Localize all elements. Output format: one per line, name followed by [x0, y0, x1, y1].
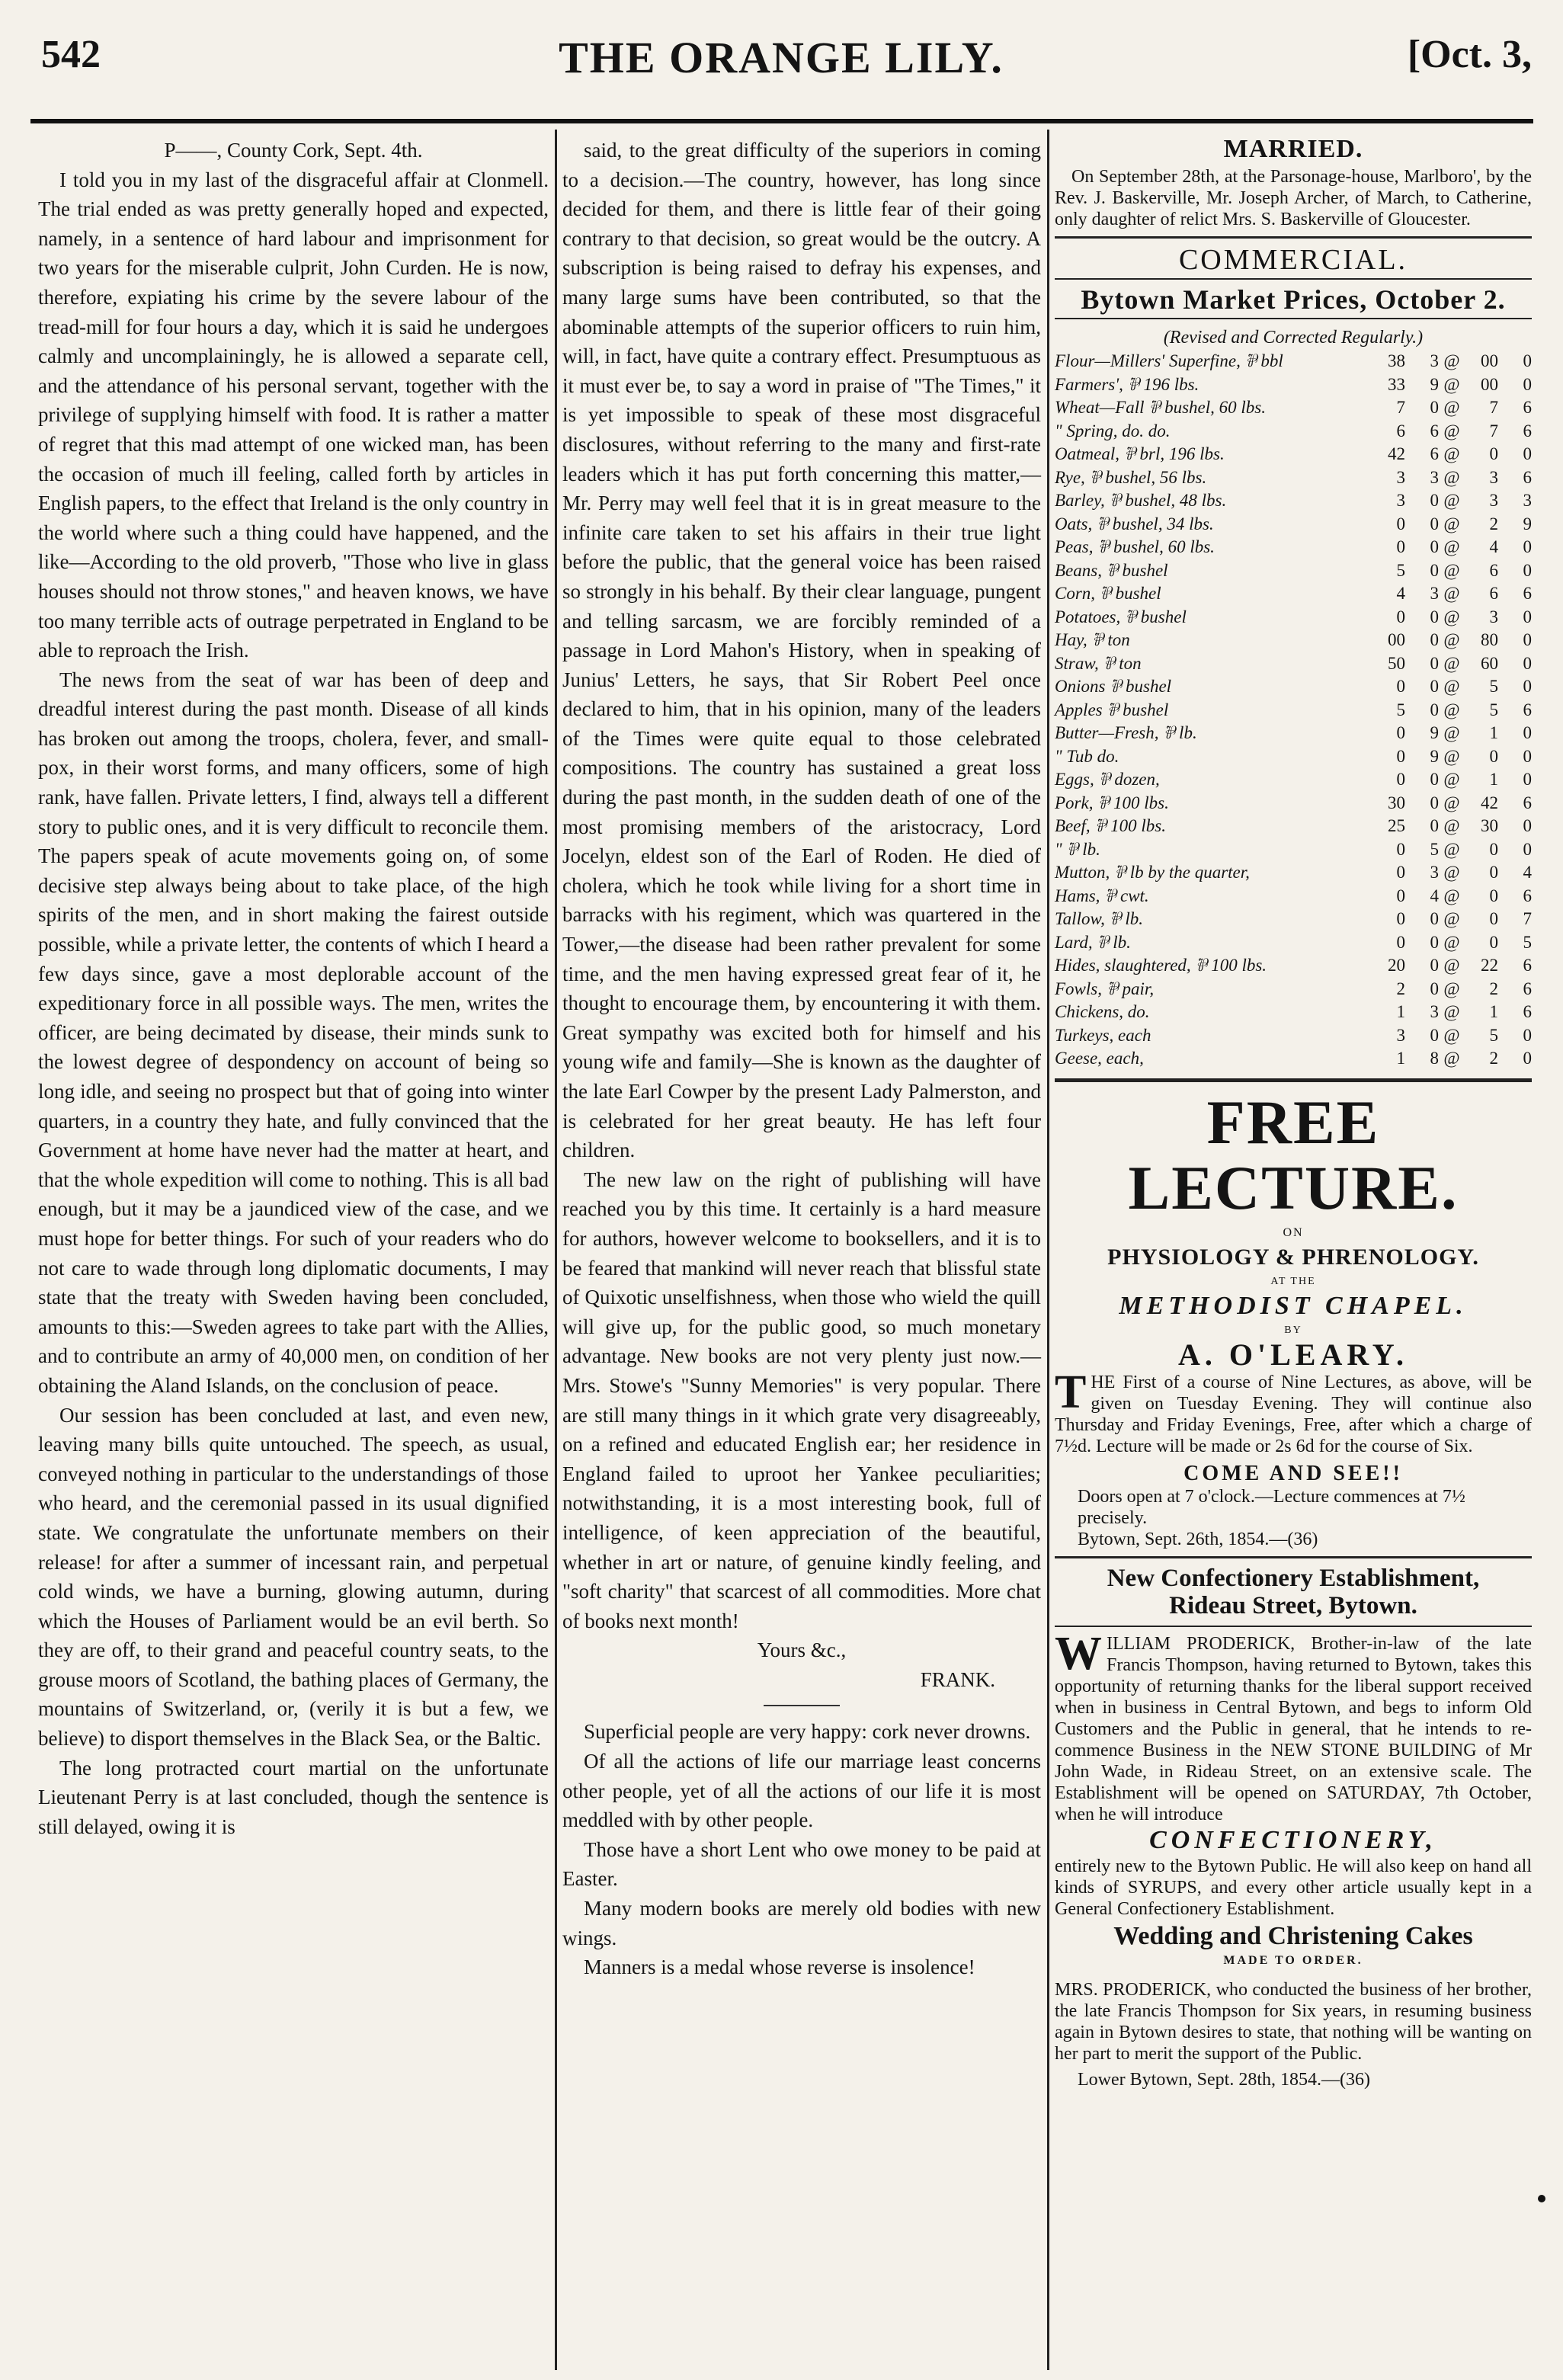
price-high-shillings: 60 [1481, 653, 1498, 673]
lecture-text [1055, 1366, 1532, 1457]
price-low-shillings: 38 [1388, 351, 1405, 370]
price-low-shillings: 0 [1396, 886, 1405, 905]
price-low-pence: 0 [1430, 677, 1439, 696]
market-item: Corn, ⅌ bushel [1055, 584, 1161, 603]
price-high-pence: 7 [1523, 909, 1532, 928]
market-row [1055, 768, 1532, 792]
price-high-shillings: 0 [1489, 444, 1498, 463]
price-low-shillings: 50 [1388, 653, 1405, 673]
price-low-shillings: 0 [1396, 677, 1405, 696]
price-high-pence: 6 [1523, 584, 1532, 603]
masthead-title: THE ORANGE LILY. [559, 33, 1004, 82]
at-sign: @ [1443, 932, 1460, 952]
at-sign: @ [1443, 537, 1460, 556]
at-sign: @ [1443, 467, 1460, 487]
price-high-pence: 0 [1523, 560, 1532, 580]
notices-column [1055, 136, 1532, 2092]
market-item: " ⅌ lb. [1055, 839, 1100, 859]
price-low-pence: 0 [1430, 630, 1439, 649]
price-high-shillings: 0 [1489, 839, 1498, 859]
price-low-pence: 0 [1430, 979, 1439, 998]
price-high-pence: 0 [1523, 746, 1532, 766]
market-item: Mutton, ⅌ lb by the quarter, [1055, 863, 1250, 882]
price-high-pence: 6 [1523, 956, 1532, 975]
market-prices-table [1055, 350, 1532, 1071]
price-low-shillings: 33 [1388, 374, 1405, 394]
price-high-shillings: 0 [1489, 909, 1498, 928]
price-low-pence: 0 [1430, 607, 1439, 626]
market-row [1055, 838, 1532, 862]
price-high-pence: 6 [1523, 700, 1532, 719]
price-high-pence: 3 [1523, 491, 1532, 510]
confectionery-signoff: Lower Bytown, Sept. 28th, 1854.—(36) [1078, 2069, 1370, 2090]
maxim: Those have a short Lent who owe money to be paid at Easter. [562, 1837, 1041, 1891]
market-item: Turkeys, each [1055, 1025, 1151, 1045]
market-item: Oatmeal, ⅌ brl, 196 lbs. [1055, 444, 1225, 463]
price-high-shillings: 2 [1489, 1049, 1498, 1068]
price-low-shillings: 0 [1396, 909, 1405, 928]
at-sign: @ [1443, 398, 1460, 417]
market-item: Pork, ⅌ 100 lbs. [1055, 793, 1169, 812]
price-low-pence: 0 [1430, 932, 1439, 952]
paragraph: The news from the seat of war has been of deep and dreadful interest during the past month. Disease of all kinds has broken out among the troops, cholera, fever, and small-pox, in their worst forms, and many officers, some of high rank, have fallen. Private letters, I find, always tell a different story to public ones, and it is very difficult to reconcile them. The papers speak of acute movements going on, of some decisive step always being about to take place, of the high spirits of the men, and in short making the fairest outside possible, while a private letter, the contents of which I heard a few days since, gave a most deplorable account of the expeditionary force in all possible ways. The men, writes the officer, are being decimated by disease, their minds sunk to the lowest degree of despondency on account of being so long idle, and seeing no prospect but that of going into winter quarters, in a country they hate, and fully convinced that the Government at home have never had the matter at heart, and that the whole expedition will come to nothing. This is all bad enough, but it may be a jaundiced view of the case, and we must hope for better things. For such of your readers who do not care to wade through long diplomatic documents, I may state that the treaty with Sweden having been concluded, amounts to this:—Sweden agrees to take part with the Allies, and to contribute an army of 40,000 men, on condition of her obtaining the Aland Islands, on the conclusion of peace. [38, 668, 549, 1397]
price-low-pence: 6 [1430, 444, 1439, 463]
market-item: Beans, ⅌ bushel [1055, 560, 1168, 580]
price-low-pence: 6 [1430, 421, 1439, 440]
price-high-shillings: 3 [1489, 467, 1498, 487]
market-item: Tallow, ⅌ lb. [1055, 909, 1144, 928]
at-sign: @ [1443, 746, 1460, 766]
market-row [1055, 1024, 1532, 1048]
price-low-shillings: 2 [1396, 979, 1405, 998]
price-low-pence: 9 [1430, 374, 1439, 394]
price-low-pence: 0 [1430, 491, 1439, 510]
price-low-pence: 0 [1430, 909, 1439, 928]
price-high-pence: 6 [1523, 1002, 1532, 1021]
price-low-shillings: 0 [1396, 723, 1405, 742]
price-low-shillings: 00 [1388, 630, 1405, 649]
confectionery-text [1055, 1627, 1532, 1825]
price-high-pence: 5 [1523, 932, 1532, 952]
lecture-heading: FREE LECTURE. [1128, 1087, 1459, 1222]
divider [1055, 1626, 1532, 1627]
price-high-pence: 0 [1523, 653, 1532, 673]
drop-cap: T [1055, 1366, 1087, 1418]
market-row [1055, 1047, 1532, 1071]
market-row [1055, 815, 1532, 838]
separator [764, 1705, 840, 1706]
price-high-shillings: 2 [1489, 514, 1498, 533]
price-low-shillings: 0 [1396, 607, 1405, 626]
market-item: Hides, slaughtered, ⅌ 100 lbs. [1055, 956, 1267, 975]
market-row [1055, 908, 1532, 931]
price-low-pence: 5 [1430, 839, 1439, 859]
market-row [1055, 559, 1532, 583]
divider [1055, 278, 1532, 280]
letter-column-1 [38, 136, 549, 1841]
price-high-shillings: 6 [1489, 584, 1498, 603]
market-row [1055, 931, 1532, 955]
market-item: Beef, ⅌ 100 lbs. [1055, 816, 1167, 835]
price-high-shillings: 7 [1489, 398, 1498, 417]
market-row [1055, 536, 1532, 559]
price-low-shillings: 4 [1396, 584, 1405, 603]
market-subheading: (Revised and Corrected Regularly.) [1163, 328, 1424, 348]
at-sign: @ [1443, 351, 1460, 370]
lecture-signoff: Bytown, Sept. 26th, 1854.—(36) [1078, 1529, 1318, 1549]
market-item: Potatoes, ⅌ bushel [1055, 607, 1187, 626]
at-sign: @ [1443, 700, 1460, 719]
market-row [1055, 629, 1532, 652]
market-row [1055, 1001, 1532, 1024]
price-low-pence: 0 [1430, 653, 1439, 673]
market-heading: Bytown Market Prices, October 2. [1081, 284, 1506, 315]
price-low-shillings: 3 [1396, 467, 1405, 487]
price-high-shillings: 3 [1489, 491, 1498, 510]
confectionery-text-2: entirely new to the Bytown Public. He will also keep on hand all kinds of SYRUPS, and every other article usually kept in a General Confectionery Establishment. [1055, 1856, 1532, 1919]
at-sign: @ [1443, 816, 1460, 835]
market-item: Onions ⅌ bushel [1055, 677, 1172, 696]
price-low-pence: 0 [1430, 793, 1439, 812]
market-row [1055, 350, 1532, 373]
market-row [1055, 978, 1532, 1001]
divider [1055, 318, 1532, 319]
price-low-pence: 0 [1430, 514, 1439, 533]
lecture-venue: METHODIST CHAPEL. [1119, 1291, 1468, 1320]
price-low-shillings: 5 [1396, 700, 1405, 719]
paragraph: I told you in my last of the disgraceful affair at Clonmell. The trial ended as was pretty generally hoped and expected, namely, in a sentence of hard labour and imprisonment for two years for the miserable culprit, John Curden. He is now, therefore, expiating his crime by the severe labour of the tread-mill for four hours a day, which it is said he undergoes calmly and uncomplainingly, he is allowed a separate cell, and the attendance of his personal servant, together with the privilege of supplying himself with food. It is rather a matter of regret that this mad attempt of one wicked man, has been the occasion of much ill feeling, called forth by articles in English papers, to the effect that Ireland is the only country in the world where such a thing could have happened, and the like—According to the old proverb, "Those who live in glass houses should not throw stones," and heaven knows, we have too many terrible acts of outrage perpetrated in England to be able to reproach the Irish. [38, 168, 549, 662]
at-sign: @ [1443, 514, 1460, 533]
price-low-shillings: 42 [1388, 444, 1405, 463]
price-high-shillings: 2 [1489, 979, 1498, 998]
at-sign: @ [1443, 1049, 1460, 1068]
price-high-pence: 6 [1523, 467, 1532, 487]
at-sign: @ [1443, 560, 1460, 580]
market-item: Chickens, do. [1055, 1002, 1150, 1021]
price-high-pence: 4 [1523, 863, 1532, 882]
market-item: Flour—Millers' Superfine, ⅌ bbl [1055, 351, 1283, 370]
market-row [1055, 792, 1532, 815]
price-high-pence: 0 [1523, 351, 1532, 370]
market-row [1055, 443, 1532, 466]
price-high-shillings: 30 [1481, 816, 1498, 835]
market-item: Barley, ⅌ bushel, 48 lbs. [1055, 491, 1227, 510]
price-low-pence: 0 [1430, 1025, 1439, 1045]
at-sign: @ [1443, 979, 1460, 998]
at-sign: @ [1443, 1002, 1460, 1021]
page-header [30, 32, 1532, 101]
price-high-pence: 0 [1523, 677, 1532, 696]
price-high-pence: 6 [1523, 979, 1532, 998]
paragraph: Our session has been concluded at last, and even new, leaving many bills quite untouched. The speech, as usual, conveyed nothing in particular to the understandings of those who heard, and the ceremonial passed in its usual dignified state. We congratulate the unfortunate members on their release! for after a summer of incessant rain, and perpetual cold winds, we have a burning, glowing autumn, during which the Houses of Parliament would be an evil berth. So they are off, to their grand and peaceful country seats, to the grouse moors of Scotland, the bathing places of Germany, the mountains of Switzerland, or, (verily it is but a few, we believe) to disport themselves in the Black Sea, or the Baltic. [38, 1403, 549, 1751]
market-row [1055, 466, 1532, 490]
divider [1055, 236, 1532, 239]
at-sign: @ [1443, 723, 1460, 742]
at-sign: @ [1443, 630, 1460, 649]
market-item: Peas, ⅌ bushel, 60 lbs. [1055, 537, 1215, 556]
price-high-pence: 9 [1523, 514, 1532, 533]
market-item: Lard, ⅌ lb. [1055, 932, 1131, 952]
lecture-by: BY [1284, 1324, 1302, 1336]
lecture-body: HE First of a course of Nine Lectures, as above, will be given on Tuesday Evening. They will continue also Thursday and Friday Evenings, Free, after which a charge of 7½d. Lecture will be made or 2s 6d for the course of Six. [1055, 1372, 1532, 1456]
price-low-shillings: 0 [1396, 514, 1405, 533]
confectionery-heading: New Confectionery Establishment, [1107, 1564, 1480, 1592]
price-low-pence: 0 [1430, 560, 1439, 580]
at-sign: @ [1443, 653, 1460, 673]
price-high-shillings: 4 [1489, 537, 1498, 556]
page-number: 542 [41, 33, 101, 76]
cakes-heading: Wedding and Christening Cakes [1113, 1921, 1473, 1950]
divider [1055, 1556, 1532, 1558]
paragraph: said, to the great difficulty of the superiors in coming to a decision.—The country, however, has long since decided for them, and there is little fear of their going contrary to that decision, so great would be the outcry. A subscription is being raised to defray his expenses, and many large sums have been contributed, so that the abominable attempts of the superior officers to ruin him, will, in fact, have quite a contrary effect. Presumptuous as it must ever be, to say a word in praise of "The Times," it is yet impossible to speak of these most disgraceful disclosures, without referring to the many and first-rate leaders which it has put forth concerning this matter,—Mr. Perry may well feel that it is in great measure to the infinite care taken to set his affairs in their true light before the public, that the general voice has been raised so strongly in his behalf. By their clear language, pungent and telling sarcasm, we are forcibly reminded of a passage in Lord Mahon's History, when in speaking of Junius' Letters, he says, that Sir Robert Peel once declared to him, that in his opinion, many of the leaders of the Times were quite equal to those celebrated compositions. The country has sustained a great loss during the past month, in the sudden death of one of the most promising members of the aristocracy, Lord Jocelyn, eldest son of the Earl of Roden. He died of cholera, which he took while living for a short time in barracks with his regiment, which was quartered in the Tower,—the disease had been rather prevalent for some time, and the men having expressed great fear of it, he thought to encourage them, by encountering it with them. Great sympathy was excited both for himself and his young wife and family—She is known as the daughter of the late Earl Cowper by the present Lady Palmerston, and is celebrated for her great beauty. He has left four children. [562, 139, 1041, 1162]
price-low-pence: 9 [1430, 746, 1439, 766]
signature: FRANK. [920, 1667, 995, 1691]
price-high-pence: 0 [1523, 607, 1532, 626]
married-heading: MARRIED. [1223, 135, 1363, 163]
price-high-shillings: 22 [1481, 956, 1498, 975]
confectionery-text-3: MRS. PRODERICK, who conducted the business of her brother, the late Francis Thompson for Six years, in resuming business again in Bytown desires to state, that nothing will be wanting on her part to merit the support of the Public. [1055, 1979, 1532, 2064]
ink-mark [1538, 2195, 1545, 2202]
price-high-pence: 0 [1523, 630, 1532, 649]
price-low-pence: 3 [1430, 863, 1439, 882]
price-low-pence: 3 [1430, 584, 1439, 603]
market-item: Apples ⅌ bushel [1055, 700, 1169, 719]
price-high-shillings: 42 [1481, 793, 1498, 812]
price-high-pence: 6 [1523, 421, 1532, 440]
price-low-shillings: 25 [1388, 816, 1405, 835]
market-row [1055, 885, 1532, 908]
price-high-pence: 6 [1523, 793, 1532, 812]
at-sign: @ [1443, 584, 1460, 603]
market-row [1055, 699, 1532, 722]
market-item: Farmers', ⅌ 196 lbs. [1055, 374, 1199, 394]
price-high-pence: 0 [1523, 770, 1532, 789]
market-row [1055, 745, 1532, 769]
at-sign: @ [1443, 1025, 1460, 1045]
price-high-shillings: 6 [1489, 560, 1498, 580]
market-item: Fowls, ⅌ pair, [1055, 979, 1155, 998]
market-row [1055, 675, 1532, 699]
price-low-pence: 9 [1430, 723, 1439, 742]
price-low-pence: 0 [1430, 816, 1439, 835]
at-sign: @ [1443, 770, 1460, 789]
divider [1055, 1078, 1532, 1082]
market-item: " Spring, do. do. [1055, 421, 1171, 440]
price-high-shillings: 0 [1489, 886, 1498, 905]
market-row [1055, 606, 1532, 629]
price-low-shillings: 6 [1396, 421, 1405, 440]
maxim: Superficial people are very happy: cork never drowns. [584, 1720, 1031, 1744]
market-row [1055, 722, 1532, 745]
market-item: Hay, ⅌ ton [1055, 630, 1130, 649]
price-high-shillings: 1 [1489, 1002, 1498, 1021]
price-low-shillings: 20 [1388, 956, 1405, 975]
confectionery-word: CONFECTIONERY, [1149, 1825, 1437, 1854]
at-sign: @ [1443, 793, 1460, 812]
price-high-shillings: 5 [1489, 1025, 1498, 1045]
price-low-pence: 0 [1430, 537, 1439, 556]
market-item: Hams, ⅌ cwt. [1055, 886, 1149, 905]
married-notice: On September 28th, at the Parsonage-house, Marlboro', by the Rev. J. Baskerville, Mr. Joseph Archer, of March, to Catherine, only daughter of relict Mrs. S. Baskerville of Gloucester. [1055, 167, 1532, 229]
market-item: " Tub do. [1055, 746, 1119, 766]
at-sign: @ [1443, 886, 1460, 905]
letter-column-2 [562, 136, 1041, 1982]
market-row [1055, 396, 1532, 420]
price-low-shillings: 0 [1396, 746, 1405, 766]
market-item: Butter—Fresh, ⅌ lb. [1055, 723, 1197, 742]
price-low-shillings: 3 [1396, 1025, 1405, 1045]
market-item: Straw, ⅌ ton [1055, 653, 1142, 673]
market-row [1055, 861, 1532, 885]
at-sign: @ [1443, 863, 1460, 882]
price-high-shillings: 00 [1481, 351, 1498, 370]
price-low-pence: 4 [1430, 886, 1439, 905]
drop-cap: W [1055, 1627, 1102, 1680]
price-low-pence: 3 [1430, 351, 1439, 370]
price-high-shillings: 00 [1481, 374, 1498, 394]
lecture-subject: PHYSIOLOGY & PHRENOLOGY. [1107, 1244, 1479, 1270]
price-low-pence: 0 [1430, 700, 1439, 719]
market-row [1055, 652, 1532, 676]
price-low-shillings: 7 [1396, 398, 1405, 417]
price-low-shillings: 5 [1396, 560, 1405, 580]
price-high-shillings: 1 [1489, 723, 1498, 742]
at-sign: @ [1443, 491, 1460, 510]
maxim: Many modern books are merely old bodies with new wings. [562, 1897, 1041, 1949]
price-low-shillings: 0 [1396, 537, 1405, 556]
at-sign: @ [1443, 677, 1460, 696]
lecture-speaker: A. O'LEARY. [1177, 1337, 1409, 1372]
price-high-pence: 0 [1523, 1025, 1532, 1045]
price-high-pence: 0 [1523, 1049, 1532, 1068]
column-divider-2 [1047, 130, 1049, 2370]
at-sign: @ [1443, 956, 1460, 975]
price-high-pence: 0 [1523, 816, 1532, 835]
price-low-pence: 3 [1430, 1002, 1439, 1021]
paragraph: The new law on the right of publishing will have reached you by this time. It certainly is a hard measure for authors, however welcome to booksellers, and it is to be feared that mankind will never reach that blissful state of Quixotic unselfishness, when those who wield the quill will give up, for the public good, so much monetary advantage. New books are not very plenty just now.—Mrs. Stowe's "Sunny Memories" is very popular. There are still many things in it which grate very disagreeably, on a refined and educated English ear; her residence in England failed to uproot her Yankee peculiarities; notwithstanding, it is a most interesting book, full of intelligence, of keen appreciation of the beautiful, whether in art or nature, of genuine kindly feeling, and "soft charity" that scarcest of all commodities. More chat of books next month! [562, 1168, 1041, 1632]
maxim: Of all the actions of life our marriage least concerns other people, yet of all the actions of our life it is most meddled with by other people. [562, 1750, 1041, 1832]
dateline: P——, County Cork, Sept. 4th. [164, 139, 423, 162]
made-to-order: MADE TO ORDER. [1223, 1953, 1363, 1967]
price-high-shillings: 7 [1489, 421, 1498, 440]
price-low-pence: 0 [1430, 770, 1439, 789]
market-item: Geese, each, [1055, 1049, 1144, 1068]
price-low-shillings: 3 [1396, 491, 1405, 510]
market-row [1055, 489, 1532, 513]
price-low-shillings: 1 [1396, 1049, 1405, 1068]
price-high-shillings: 0 [1489, 932, 1498, 952]
price-high-shillings: 3 [1489, 607, 1498, 626]
market-item: Wheat—Fall ⅌ bushel, 60 lbs. [1055, 398, 1266, 417]
price-low-shillings: 0 [1396, 932, 1405, 952]
price-low-pence: 0 [1430, 956, 1439, 975]
price-low-shillings: 0 [1396, 839, 1405, 859]
closing: Yours &c., [757, 1638, 847, 1662]
price-low-pence: 8 [1430, 1049, 1439, 1068]
market-row [1055, 954, 1532, 978]
column-divider-1 [555, 130, 557, 2370]
price-high-pence: 0 [1523, 723, 1532, 742]
lecture-at-the: AT THE [1270, 1275, 1316, 1287]
market-row [1055, 420, 1532, 444]
at-sign: @ [1443, 839, 1460, 859]
at-sign: @ [1443, 607, 1460, 626]
price-low-shillings: 30 [1388, 793, 1405, 812]
price-low-pence: 0 [1430, 398, 1439, 417]
price-high-shillings: 1 [1489, 770, 1498, 789]
price-high-pence: 0 [1523, 444, 1532, 463]
price-high-shillings: 0 [1489, 863, 1498, 882]
market-row [1055, 373, 1532, 397]
price-low-shillings: 0 [1396, 770, 1405, 789]
commercial-heading: COMMERCIAL. [1178, 244, 1408, 276]
at-sign: @ [1443, 909, 1460, 928]
price-high-shillings: 5 [1489, 700, 1498, 719]
price-high-pence: 0 [1523, 374, 1532, 394]
price-high-pence: 6 [1523, 398, 1532, 417]
at-sign: @ [1443, 374, 1460, 394]
header-rule [30, 119, 1533, 123]
at-sign: @ [1443, 421, 1460, 440]
confectionery-body: ILLIAM PRODERICK, Brother-in-law of the late Francis Thompson, having returned to Bytown, takes this opportunity of returning thanks for the liberal support received when in business in Central Bytown, and begs to inform Old Customers and the Public in general, that he intends to re-commence Business in the NEW STONE BUILDING of Mr John Wade, in Rideau Street, on an extensive scale. The Establishment will be opened on SATURDAY, 7th October, when he will introduce [1055, 1633, 1532, 1824]
paragraph: The long protracted court martial on the unfortunate Lieutenant Perry is at last concluded, though the sentence is still delayed, owing it is [38, 1756, 549, 1838]
price-high-shillings: 0 [1489, 746, 1498, 766]
price-high-shillings: 5 [1489, 677, 1498, 696]
lecture-doors: Doors open at 7 o'clock.—Lecture commences at 7½ precisely. [1078, 1486, 1465, 1528]
at-sign: @ [1443, 444, 1460, 463]
issue-date: [Oct. 3, [1407, 33, 1532, 76]
come-and-see: COME AND SEE!! [1183, 1461, 1403, 1485]
price-high-shillings: 80 [1481, 630, 1498, 649]
confectionery-address: Rideau Street, Bytown. [1169, 1591, 1417, 1619]
price-high-pence: 6 [1523, 886, 1532, 905]
price-high-pence: 0 [1523, 537, 1532, 556]
maxim: Manners is a medal whose reverse is insolence! [584, 1956, 975, 1979]
market-item: Rye, ⅌ bushel, 56 lbs. [1055, 467, 1207, 487]
price-low-pence: 3 [1430, 467, 1439, 487]
price-low-shillings: 0 [1396, 863, 1405, 882]
market-row [1055, 582, 1532, 606]
market-item: Eggs, ⅌ dozen, [1055, 770, 1160, 789]
price-high-pence: 0 [1523, 839, 1532, 859]
lecture-on: ON [1283, 1225, 1304, 1239]
market-row [1055, 513, 1532, 537]
market-item: Oats, ⅌ bushel, 34 lbs. [1055, 514, 1214, 533]
price-low-shillings: 1 [1396, 1002, 1405, 1021]
